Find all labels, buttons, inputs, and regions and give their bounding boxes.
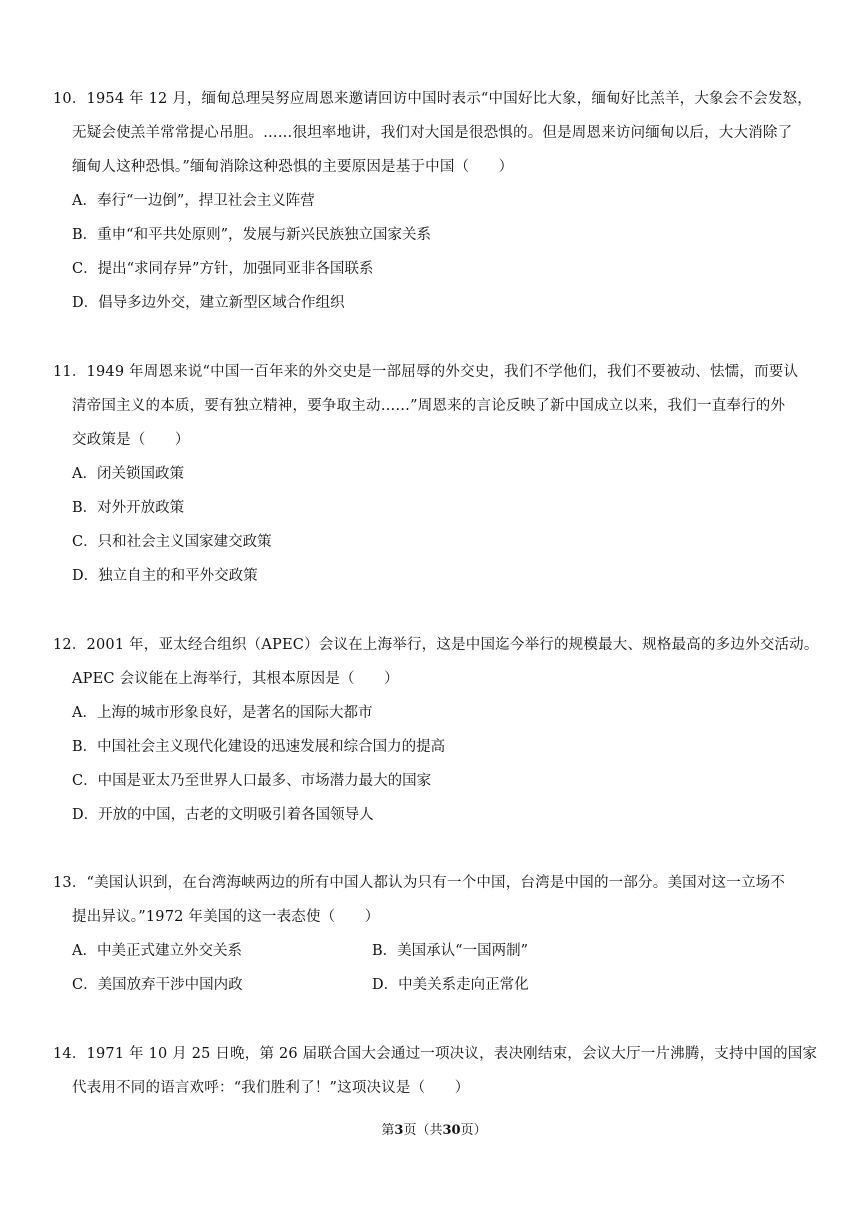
footer-total-pages: 30 bbox=[442, 1123, 461, 1138]
question-13-line-2: 提出异议。”1972 年美国的这一表态使（ ） bbox=[72, 909, 380, 925]
question-11-option-d: D．独立自主的和平外交政策 bbox=[72, 568, 258, 584]
question-10-line-3: 缅甸人这种恐惧。”缅甸消除这种恐惧的主要原因是基于中国（ ） bbox=[72, 159, 514, 175]
page-footer bbox=[0, 1122, 868, 1140]
question-12-option-b: B．中国社会主义现代化建设的迅速发展和综合国力的提高 bbox=[72, 739, 446, 755]
question-10-line-1: 10．1954 年 12 月，缅甸总理吴努应周恩来邀请回访中国时表示“中国好比大象，缅甸好比羔羊，大象会不会发怒， bbox=[53, 91, 812, 107]
footer-page-number: 3 bbox=[394, 1123, 404, 1138]
question-10-option-d: D．倡导多边外交，建立新型区域合作组织 bbox=[72, 295, 345, 311]
question-12-line-2: APEC 会议能在上海举行，其根本原因是（ ） bbox=[72, 671, 399, 687]
question-10-option-a: A．奉行“一边倒”，捍卫社会主义阵营 bbox=[72, 193, 315, 209]
question-12-option-c: C．中国是亚太乃至世界人口最多、市场潜力最大的国家 bbox=[72, 773, 432, 789]
question-11-line-1: 11．1949 年周恩来说“中国一百年来的外交史是一部屈辱的外交史，我们不学他们，我们不要被动、怯懦，而要认 bbox=[53, 364, 799, 380]
question-14-line-1: 14．1971 年 10 月 25 日晚，第 26 届联合国大会通过一项决议，表决刚结束，会议大厅一片沸腾，支持中国的国家 bbox=[53, 1046, 818, 1062]
question-11-option-a: A．闭关锁国政策 bbox=[72, 466, 184, 482]
footer-prefix: 第 bbox=[381, 1123, 395, 1138]
question-12-line-1: 12．2001 年，亚太经合组织（APEC）会议在上海举行，这是中国迄今举行的规模最大、规格最高的多边外交活动。 bbox=[53, 637, 819, 653]
question-12-option-d: D．开放的中国，古老的文明吸引着各国领导人 bbox=[72, 807, 374, 823]
question-11-line-3: 交政策是（ ） bbox=[72, 432, 190, 448]
question-13-option-d: D．中美关系走向正常化 bbox=[372, 977, 529, 993]
question-10-line-2: 无疑会使羔羊常常提心吊胆。……很坦率地讲，我们对大国是很恐惧的。但是周恩来访问缅甸以后，大大消除了 bbox=[72, 125, 793, 141]
question-11-option-c: C．只和社会主义国家建交政策 bbox=[72, 534, 272, 550]
question-12-option-a: A．上海的城市形象良好，是著名的国际大都市 bbox=[72, 705, 373, 721]
question-13-option-c: C．美国放弃干涉中国内政 bbox=[72, 977, 243, 993]
footer-suffix: 页） bbox=[460, 1123, 487, 1138]
question-13-option-a: A．中美正式建立外交关系 bbox=[72, 943, 242, 959]
question-11-line-2: 清帝国主义的本质，要有独立精神，要争取主动……”周恩来的言论反映了新中国成立以来，我们一直奉行的外 bbox=[72, 398, 786, 414]
question-10-option-b: B．重申“和平共处原则”，发展与新兴民族独立国家关系 bbox=[72, 227, 431, 243]
question-11-option-b: B．对外开放政策 bbox=[72, 500, 185, 516]
question-13-line-1: 13．“美国认识到，在台湾海峡两边的所有中国人都认为只有一个中国，台湾是中国的一部分。美国对这一立场不 bbox=[53, 875, 786, 891]
question-14-line-2: 代表用不同的语言欢呼：“我们胜利了！”这项决议是（ ） bbox=[72, 1080, 470, 1096]
question-13-option-b: B．美国承认“一国两制” bbox=[372, 943, 528, 959]
footer-mid: 页（共 bbox=[403, 1123, 443, 1138]
question-10-option-c: C．提出“求同存异”方针，加强同亚非各国联系 bbox=[72, 261, 374, 277]
